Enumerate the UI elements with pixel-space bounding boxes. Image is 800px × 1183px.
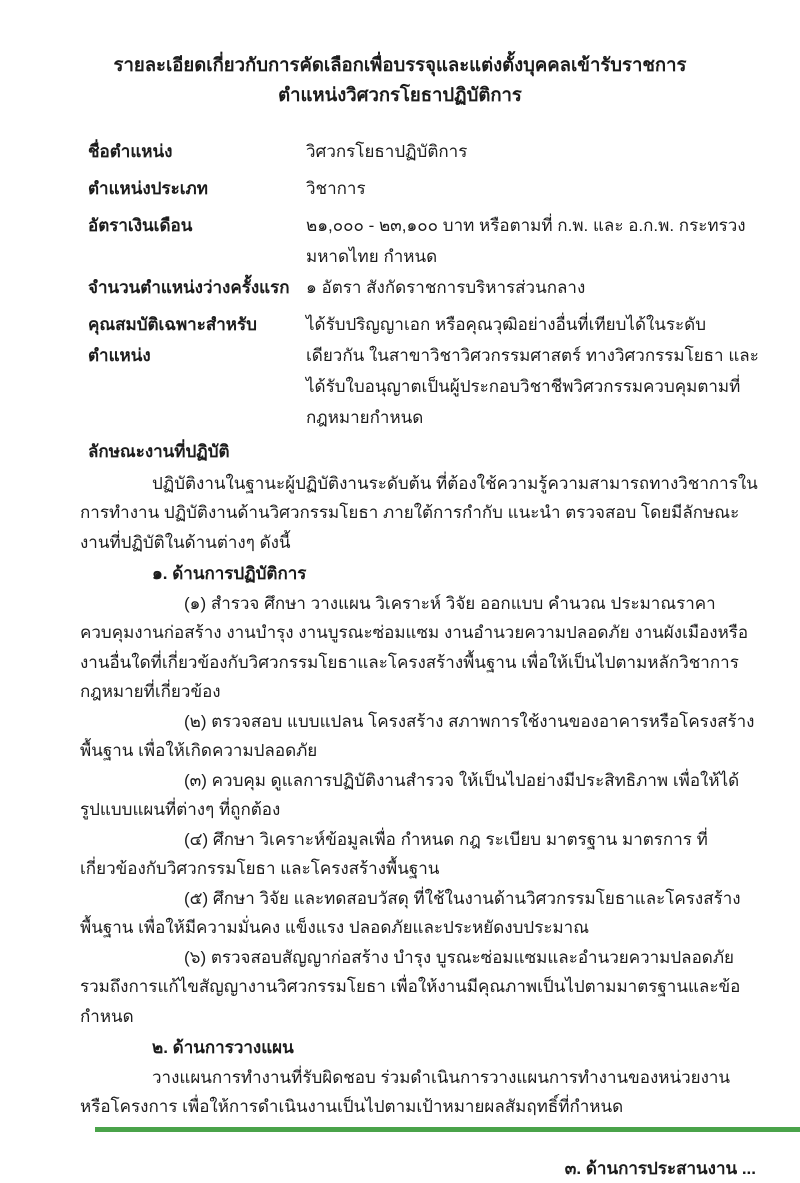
field-position-type [88,173,760,210]
duty-item-5: (๕) ศึกษา วิจัย และทดสอบวัสดุ ที่ใช้ในงานด้านวิศวกรรมโยธาและโครงสร้างพื้นฐาน เพื่อให้มีความมั่นคง แข็งแรง ปลอดภัยและประหยัดงบประมาณ [80,884,758,943]
position-fields [88,136,760,433]
section2-body: วางแผนการทำงานที่รับผิดชอบ ร่วมดำเนินการวางแผนการทำงานของหน่วยงานหรือโครงการ เพื่อให้การดำเนินงานเป็นไปตามเป้าหมายผลสัมฤทธิ์ที่กำหนด [80,1063,758,1122]
duty-item-1: (๑) สำรวจ ศึกษา วางแผน วิเคราะห์ วิจัย ออกแบบ คำนวณ ประมาณราคา ควบคุมงานก่อสร้าง งานบำรุง งานบูรณะซ่อมแซม งานอำนวยความปลอดภัย งานผังเมืองหรืองานอื่นใดที่เกี่ยวข้องกับวิศวกรรมโยธาและโครงสร้างพื้นฐาน เพื่อให้เป็นไปตามหลักวิชาการ กฎหมายที่เกี่ยวข้อง [80,589,758,707]
field-salary [88,210,760,272]
section2-heading: ๒. ด้านการวางแผน [152,1033,758,1063]
duty-item-3: (๓) ควบคุม ดูแลการปฏิบัติงานสำรวจ ให้เป็นไปอย่างมีประสิทธิภาพ เพื่อให้ได้รูปแบบแผนที่ต่างๆ ที่ถูกต้อง [80,766,758,825]
duty-item-2: (๒) ตรวจสอบ แบบแปลน โครงสร้าง สภาพการใช้งานของอาคารหรือโครงสร้างพื้นฐาน เพื่อให้เกิดความปลอดภัย [80,707,758,766]
field-label: จำนวนตำแหน่งว่างครั้งแรก [88,272,306,303]
field-qualifications [88,309,760,433]
field-label: ชื่อตำแหน่ง [88,136,306,167]
field-position-name [88,136,760,173]
duties-section [80,437,758,1183]
field-value: ๑ อัตรา สังกัดราชการบริหารส่วนกลาง [306,272,760,303]
page-continuation-marker: ๓. ด้านการประสานงาน ... [80,1154,758,1183]
duty-item-6: (๖) ตรวจสอบสัญญาก่อสร้าง บำรุง บูรณะซ่อมแซมและอำนวยความปลอดภัย รวมถึงการแก้ไขสัญญางานวิศวกรรมโยธา เพื่อให้งานมีคุณภาพเป็นไปตามมาตรฐานและข้อกำหนด [80,943,758,1032]
duty-item-4: (๔) ศึกษา วิเคราะห์ข้อมูลเพื่อ กำหนด กฎ ระเบียบ มาตรฐาน มาตรการ ที่เกี่ยวข้องกับวิศวกรรมโยธา และโครงสร้างพื้นฐาน [80,825,758,884]
document-title-line1: รายละเอียดเกี่ยวกับการคัดเลือกเพื่อบรรจุและแต่งตั้งบุคคลเข้ารับราชการ [0,50,800,80]
field-value: ได้รับปริญญาเอก หรือคุณวุฒิอย่างอื่นที่เทียบได้ในระดับเดียวกัน ในสาขาวิชาวิศวกรรมศาสตร์ ทางวิศวกรรมโยธา และได้รับใบอนุญาตเป็นผู้ประกอบวิชาชีพวิศวกรรมควบคุมตามที่กฎหมายกำหนด [306,309,760,433]
field-label: ตำแหน่งประเภท [88,173,306,204]
scan-edge-green-bar [95,1127,800,1132]
field-label: คุณสมบัติเฉพาะสำหรับตำแหน่ง [88,309,306,371]
field-label: อัตราเงินเดือน [88,210,306,241]
field-value: วิศวกรโยธาปฏิบัติการ [306,136,760,167]
duties-intro: ปฏิบัติงานในฐานะผู้ปฏิบัติงานระดับต้น ที่ต้องใช้ความรู้ความสามารถทางวิชาการในการทำงาน ปฏิบัติงานด้านวิศวกรรมโยธา ภายใต้การกำกับ แนะนำ ตรวจสอบ โดยมีลักษณะงานที่ปฏิบัติในด้านต่างๆ ดังนี้ [80,469,758,558]
document-title-line2: ตำแหน่งวิศวกรโยธาปฏิบัติการ [0,80,800,110]
field-value: วิชาการ [306,173,760,204]
document-title [0,0,800,110]
field-value: ๒๑,๐๐๐ - ๒๓,๑๐๐ บาท หรือตามที่ ก.พ. และ อ.ก.พ. กระทรวงมหาดไทย กำหนด [306,210,760,272]
duties-heading: ลักษณะงานที่ปฏิบัติ [88,437,758,467]
section1-heading: ๑. ด้านการปฏิบัติการ [152,559,758,589]
field-vacancies [88,272,760,309]
